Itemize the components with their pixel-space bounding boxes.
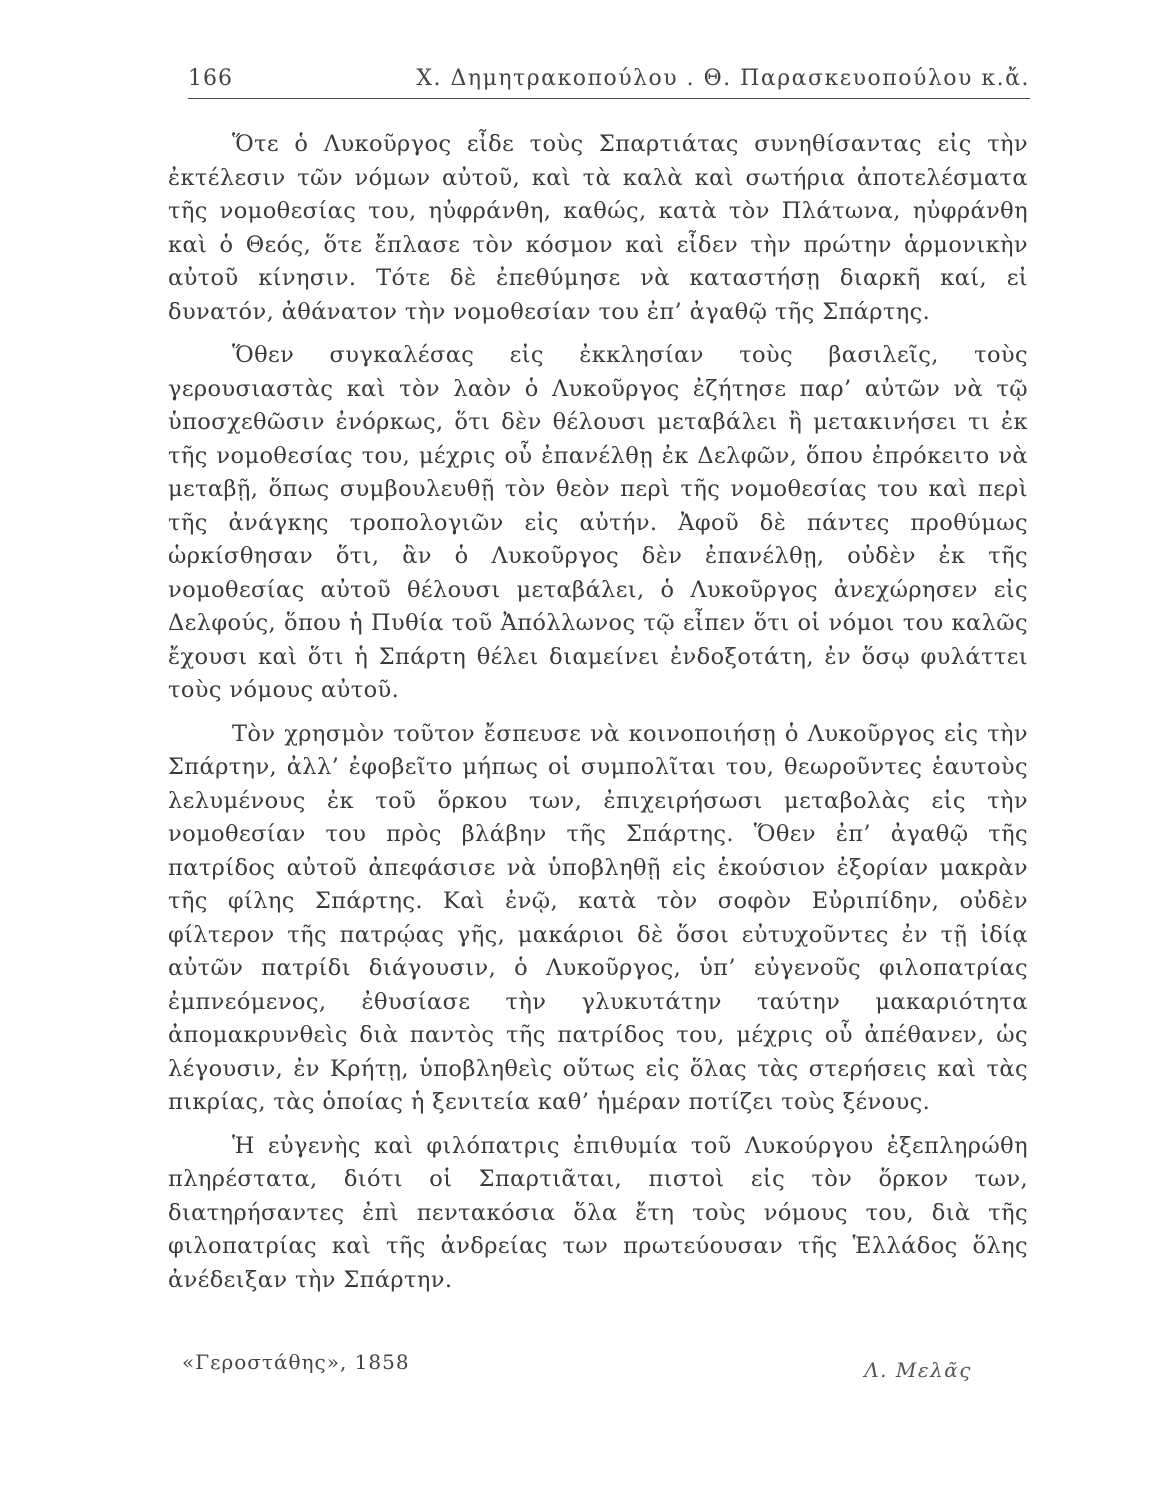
body-text — [168, 128, 1028, 1297]
source-citation: «Γεροστάθης», 1858 — [182, 1350, 410, 1374]
author-signature: Λ. Μελᾶς — [864, 1358, 972, 1382]
page-header — [188, 62, 1030, 99]
paragraph: Ὅτε ὁ Λυκοῦργος εἶδε τοὺς Σπαρτιάτας συνηθίσαντας εἰς τὴν ἐκτέλεσιν τῶν νόμων αὐτοῦ, καὶ τὰ καλὰ καὶ σωτήρια ἀποτελέσματα τῆς νομοθεσίας του, ηὐφράνθη, καθώς, κατὰ τὸν Πλάτωνα, ηὐφράνθη καὶ ὁ Θεός, ὅτε ἔπλασε τὸν κόσμον καὶ εἶδεν τὴν πρώτην ἁρμονικὴν αὐτοῦ κίνησιν. Τότε δὲ ἐπεθύμησε νὰ καταστήσῃ διαρκῆ καί, εἰ δυνατόν, ἀθάνατον τὴν νομοθεσίαν του ἐπ’ ἀγαθῷ τῆς Σπάρτης. — [168, 131, 1028, 325]
running-head: Χ. Δημητρακοπούλου . Θ. Παρασκευοπούλου κ.ἄ. — [416, 66, 1030, 91]
page-number: 166 — [188, 66, 233, 91]
paragraph: Ἡ εὐγενὴς καὶ φιλόπατρις ἐπιθυμία τοῦ Λυκούργου ἐξεπληρώθη πληρέστατα, διότι οἱ Σπαρτιᾶται, πιστοὶ εἰς τὸν ὅρκον των, διατηρήσαντες ἐπὶ πεντακόσια ὅλα ἔτη τοὺς νόμους του, διὰ τῆς φιλοπατρίας καὶ τῆς ἀνδρείας των πρωτεύουσαν τῆς Ἑλλάδος ὅλης ἀνέδειξαν τὴν Σπάρτην. — [168, 1132, 1028, 1293]
page-footer — [182, 1350, 972, 1386]
paragraph: Τὸν χρησμὸν τοῦτον ἔσπευσε νὰ κοινοποιήσῃ ὁ Λυκοῦργος εἰς τὴν Σπάρτην, ἀλλ’ ἐφοβεῖτο μήπως οἱ συμπολῖται του, θεωροῦντες ἑαυτοὺς λελυμένους ἐκ τοῦ ὅρκου των, ἐπιχειρήσωσι μεταβολὰς εἰς τὴν νομοθεσίαν του πρὸς βλάβην τῆς Σπάρτης. Ὅθεν ἐπ’ ἀγαθῷ τῆς πατρίδος αὐτοῦ ἀπεφάσισε νὰ ὑποβληθῇ εἰς ἑκούσιον ἐξορίαν μακρὰν τῆς φίλης Σπάρτης. Καὶ ἐνῷ, κατὰ τὸν σοφὸν Εὐριπίδην, οὐδὲν φίλτερον τῆς πατρῴας γῆς, μακάριοι δὲ ὅσοι εὐτυχοῦντες ἐν τῇ ἰδίᾳ αὐτῶν πατρίδι διάγουσιν, ὁ Λυκοῦργος, ὑπ’ εὐγενοῦς φιλοπατρίας ἐμπνεόμενος, ἐθυσίασε τὴν γλυκυτάτην ταύτην μακαριότητα ἀπομακρυνθεὶς διὰ παντὸς τῆς πατρίδος του, μέχρις οὗ ἀπέθανεν, ὡς λέγουσιν, ἐν Κρήτῃ, ὑποβληθεὶς οὕτως εἰς ὅλας τὰς στερήσεις καὶ τὰς πικρίας, τὰς ὁποίας ἡ ξενιτεία καθ’ ἡμέραν ποτίζει τοὺς ξένους. — [168, 720, 1028, 1115]
paragraph: Ὅθεν συγκαλέσας εἰς ἐκκλησίαν τοὺς βασιλεῖς, τοὺς γερουσιαστὰς καὶ τὸν λαὸν ὁ Λυκοῦργος ἐζήτησε παρ’ αὐτῶν νὰ τῷ ὑποσχεθῶσιν ἐνόρκως, ὅτι δὲν θέλουσι μεταβάλει ἢ μετακινήσει τι ἐκ τῆς νομοθεσίας του, μέχρις οὗ ἐπανέλθῃ ἐκ Δελφῶν, ὅπου ἐπρόκειτο νὰ μεταβῇ, ὅπως συμβουλευθῇ τὸν θεὸν περὶ τῆς νομοθεσίας του καὶ περὶ τῆς ἀνάγκης τροπολογιῶν εἰς αὐτήν. Ἀφοῦ δὲ πάντες προθύμως ὡρκίσθησαν ὅτι, ἂν ὁ Λυκοῦργος δὲν ἐπανέλθῃ, οὐδὲν ἐκ τῆς νομοθεσίας αὐτοῦ θέλουσι μεταβάλει, ὁ Λυκοῦργος ἀνεχώρησεν εἰς Δελφούς, ὅπου ἡ Πυθία τοῦ Ἀπόλλωνος τῷ εἶπεν ὅτι οἱ νόμοι του καλῶς ἔχουσι καὶ ὅτι ἡ Σπάρτη θέλει διαμείνει ἐνδοξοτάτη, ἐν ὅσῳ φυλάττει τοὺς νόμους αὐτοῦ. — [168, 342, 1028, 703]
